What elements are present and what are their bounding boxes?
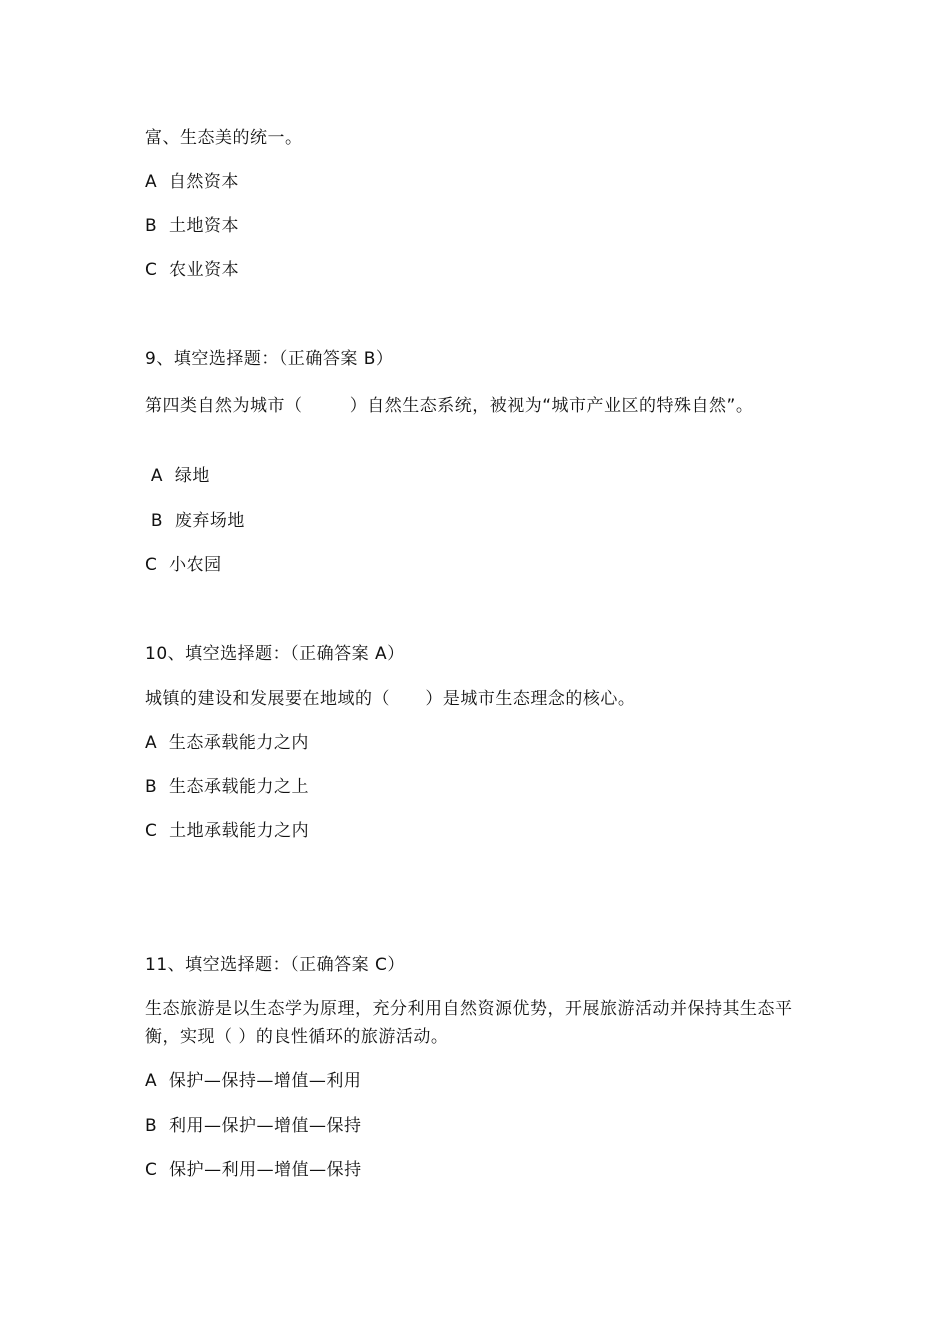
- q10-option-c: C 土地承载能力之内: [145, 821, 310, 841]
- q10-header: 10、填空选择题：（正确答案 A）: [145, 644, 405, 664]
- q9-option-c: C 小农园: [145, 555, 222, 575]
- intro-option-c: C 农业资本: [145, 260, 240, 280]
- q11-header: 11、填空选择题：（正确答案 C）: [145, 955, 405, 975]
- q10-stem: 城镇的建设和发展要在地域的（ ）是城市生态理念的核心。: [145, 689, 636, 709]
- q9-option-b: B 废弃场地: [145, 511, 245, 531]
- intro-option-b: B 土地资本: [145, 216, 239, 236]
- q10-option-b: B 生态承载能力之上: [145, 777, 309, 797]
- q9-header: 9、填空选择题：（正确答案 B）: [145, 349, 394, 369]
- q11-option-c: C 保护—利用—增值—保持: [145, 1160, 362, 1180]
- q10-option-a: A 生态承载能力之内: [145, 733, 309, 753]
- q11-option-a: A 保护—保持—增值—利用: [145, 1071, 362, 1091]
- q11-option-b: B 利用—保护—增值—保持: [145, 1116, 362, 1136]
- intro-option-a: A 自然资本: [145, 172, 239, 192]
- q11-stem: 生态旅游是以生态学为原理，充分利用自然资源优势，开展旅游活动并保持其生态平衡，实现（ ）的良性循环的旅游活动。: [145, 999, 793, 1047]
- q9-option-a: A 绿地: [145, 466, 210, 486]
- q9-stem: 第四类自然为城市（ ）自然生态系统，被视为“城市产业区的特殊自然”。: [145, 396, 754, 416]
- intro-text: 富、生态美的统一。: [145, 128, 303, 148]
